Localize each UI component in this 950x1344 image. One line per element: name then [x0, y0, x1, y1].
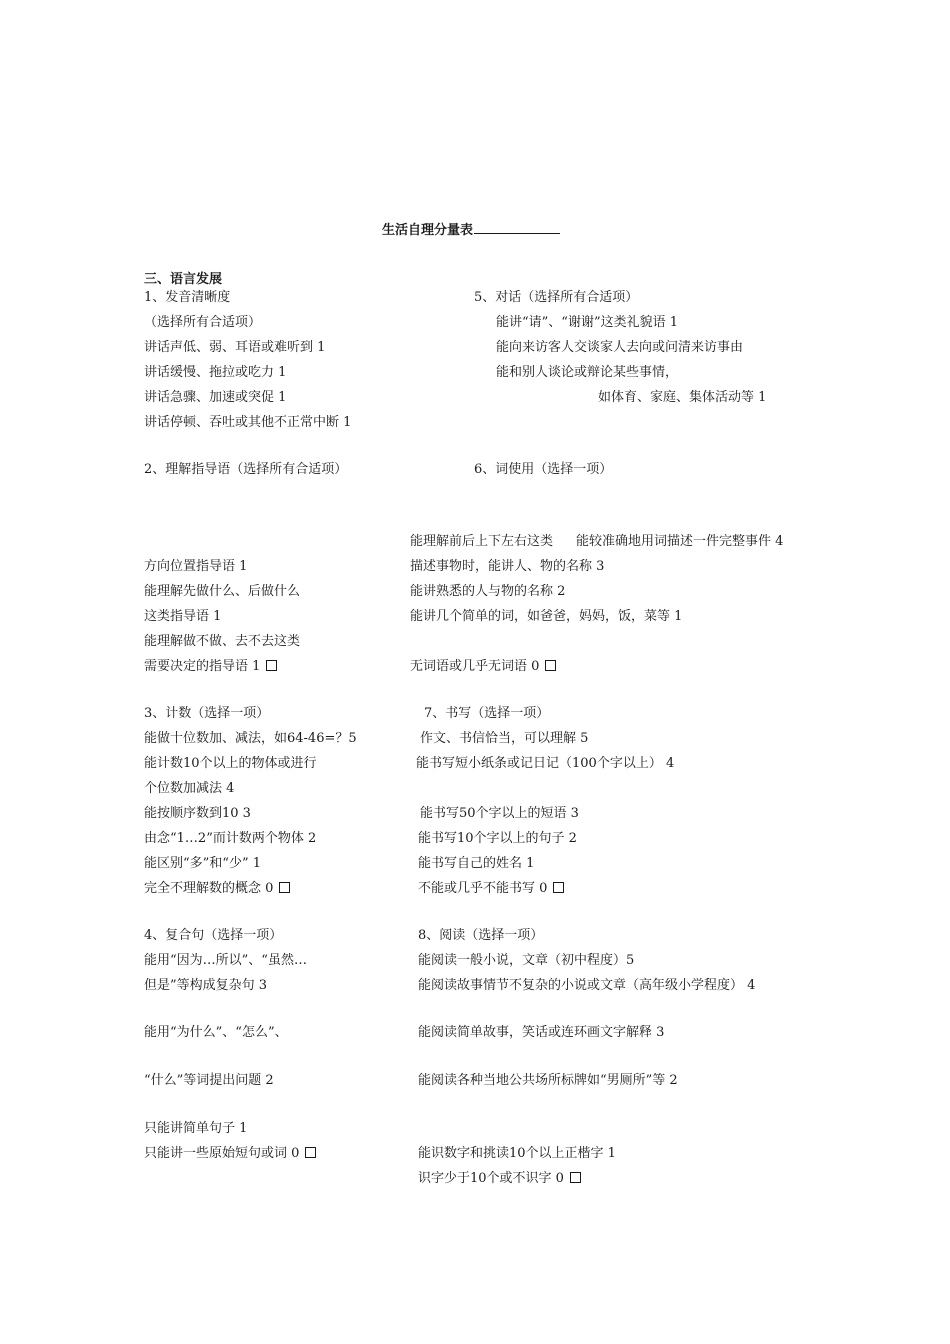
form-line-text: 能和别人谈论或辩论某些事情，	[496, 365, 679, 380]
form-line-s2-h	[144, 462, 347, 478]
section-heading: 三、语言发展	[144, 272, 223, 287]
form-line-s2-b2	[144, 609, 221, 625]
checkbox[interactable]	[266, 660, 277, 671]
form-line-text: 能用“为什么”、“怎么”、	[144, 1025, 288, 1040]
form-line-s6-b	[410, 559, 604, 575]
form-line-s3-b1	[144, 756, 317, 772]
form-line-s6-e	[410, 659, 556, 675]
form-line-text: 能讲几个简单的词，如爸爸，妈妈，饭，菜等 1	[410, 609, 683, 624]
form-line-text: 能较准确地用词描述一件完整事件 4	[576, 534, 784, 549]
form-line-text: “什么”等词提出问题 2	[144, 1073, 274, 1088]
checkbox[interactable]	[279, 882, 290, 893]
form-line-s1-c	[144, 390, 286, 406]
form-line-s4-a2	[144, 978, 267, 994]
form-line-text: 能按顺序数到10 3	[144, 806, 251, 821]
form-line-s6-a	[576, 534, 783, 550]
form-line-s2-c1	[144, 634, 300, 650]
form-line-s1-note	[144, 315, 261, 331]
form-line-text: 讲话停顿、吞吐或其他不正常中断 1	[144, 415, 352, 430]
form-line-s6-h	[474, 462, 612, 478]
form-line-text: 6、词使用（选择一项）	[474, 462, 613, 477]
form-line-text: 能区别“多”和“少” 1	[144, 856, 261, 871]
form-line-s4-c	[144, 1121, 247, 1137]
form-line-text: 需要决定的指导语 1	[144, 659, 261, 674]
form-line-s3-c	[144, 806, 251, 822]
form-line-s1-a	[144, 340, 325, 356]
form-line-text: 7、书写（选择一项）	[424, 706, 550, 721]
form-line-text: 讲话缓慢、拖拉或吃力 1	[144, 365, 287, 380]
form-line-text: （选择所有合适项）	[144, 315, 262, 330]
form-line-text: 个位数加减法 4	[144, 781, 235, 796]
form-line-text: 能理解做不做、去不去这类	[144, 634, 301, 649]
form-line-s6-c	[410, 584, 565, 600]
form-line-text: 这类指导语 1	[144, 609, 222, 624]
form-line-s1-h	[144, 290, 230, 306]
form-line-text: 能讲熟悉的人与物的名称 2	[410, 584, 566, 599]
form-line-text: 由念“1…2”而计数两个物体 2	[144, 831, 317, 846]
form-line-text: 能讲“请”、“谢谢”这类礼貌语 1	[496, 315, 678, 330]
form-line-text: 3、计数（选择一项）	[144, 706, 270, 721]
form-line-s7-b	[416, 756, 674, 772]
form-line-s5-c	[496, 365, 678, 381]
form-line-s6-d	[410, 609, 682, 625]
form-line-s4-d	[144, 1146, 316, 1162]
form-line-text: 无词语或几乎无词语 0	[410, 659, 540, 674]
form-line-text: 识字少于10个或不识字 0	[418, 1171, 564, 1186]
form-line-s5-c2	[598, 390, 766, 406]
form-line-text: 能阅读各种当地公共场所标牌如“男厕所”等 2	[418, 1073, 678, 1088]
form-line-text: 能理解先做什么、后做什么	[144, 584, 301, 599]
form-line-text: 能用“因为…所以”、“虽然…	[144, 953, 307, 968]
form-line-s1-b	[144, 365, 286, 381]
form-line-s2-cont	[410, 534, 553, 550]
form-line-s8-h	[418, 928, 543, 944]
form-line-s8-b	[418, 978, 755, 994]
form-line-s2-c2	[144, 659, 277, 675]
form-line-s3-a	[144, 731, 357, 747]
form-line-text: 能阅读简单故事，笑话或连环画文字解释 3	[418, 1025, 665, 1040]
form-line-text: 能理解前后上下左右这类	[410, 534, 554, 549]
form-line-text: 能计数10个以上的物体或进行	[144, 756, 317, 771]
form-line-text: 能书写10个字以上的句子 2	[418, 831, 577, 846]
checkbox[interactable]	[545, 660, 556, 671]
form-line-text: 能书写自己的姓名 1	[418, 856, 535, 871]
form-line-text: 如体育、家庭、集体活动等 1	[598, 390, 767, 405]
checkbox[interactable]	[570, 1172, 581, 1183]
form-line-s4-h	[144, 928, 282, 944]
form-line-text: 只能讲一些原始短句或词 0	[144, 1146, 300, 1161]
form-line-s8-f	[418, 1171, 581, 1187]
form-line-text: 能书写50个字以上的短语 3	[420, 806, 579, 821]
checkbox[interactable]	[305, 1147, 316, 1158]
form-line-text: 描述事物时，能讲人、物的名称 3	[410, 559, 605, 574]
form-line-text: 5、对话（选择所有合适项）	[474, 290, 639, 305]
form-line-text: 8、阅读（选择一项）	[418, 928, 544, 943]
form-line-text: 但是”等构成复杂句 3	[144, 978, 268, 993]
form-line-s8-a	[418, 953, 634, 969]
form-line-s7-f	[418, 881, 564, 897]
form-line-text: 完全不理解数的概念 0	[144, 881, 274, 896]
form-line-s7-e	[418, 856, 534, 872]
form-line-text: 能书写短小纸条或记日记（100个字以上） 4	[416, 756, 675, 771]
form-line-s8-e	[418, 1146, 616, 1162]
form-line-text: 方向位置指导语 1	[144, 559, 248, 574]
form-line-s3-b2	[144, 781, 234, 797]
form-line-text: 只能讲简单句子 1	[144, 1121, 248, 1136]
form-line-text: 能识数字和挑读10个以上正楷字 1	[418, 1146, 616, 1161]
form-line-s3-f	[144, 881, 290, 897]
form-line-s5-h	[474, 290, 638, 306]
form-line-text: 1、发音清晰度	[144, 290, 231, 305]
form-line-s3-d	[144, 831, 316, 847]
form-line-s4-a1	[144, 953, 307, 969]
form-line-s5-a	[496, 315, 678, 331]
form-line-text: 能阅读一般小说，文章（初中程度）5	[418, 953, 635, 968]
page-title-text: 生活自理分量表	[382, 223, 474, 238]
form-line-s3-h	[144, 706, 269, 722]
form-line-text: 不能或几乎不能书写 0	[418, 881, 548, 896]
form-line-s2-a	[144, 559, 247, 575]
form-line-s4-b2	[144, 1073, 274, 1089]
form-line-s2-b1	[144, 584, 300, 600]
form-line-text: 能向来访客人交谈家人去向或问清来访事由	[496, 340, 744, 355]
form-line-text: 讲话声低、弱、耳语或难听到 1	[144, 340, 326, 355]
form-line-s7-d	[418, 831, 577, 847]
form-line-s7-a	[420, 731, 588, 747]
form-line-s7-h	[424, 706, 549, 722]
form-line-s5-b	[496, 340, 743, 356]
form-line-s8-d	[418, 1073, 678, 1089]
form-line-text: 能阅读故事情节不复杂的小说或文章（高年级小学程度） 4	[418, 978, 756, 993]
form-line-s7-c	[420, 806, 579, 822]
form-line-text: 讲话急骤、加速或突促 1	[144, 390, 287, 405]
form-line-text: 4、复合句（选择一项）	[144, 928, 283, 943]
form-line-s4-b1	[144, 1025, 288, 1041]
form-line-s3-e	[144, 856, 261, 872]
form-line-s8-c	[418, 1025, 664, 1041]
checkbox[interactable]	[553, 882, 564, 893]
form-line-s1-d	[144, 415, 351, 431]
page-title	[382, 222, 560, 239]
form-line-text: 作文、书信恰当，可以理解 5	[420, 731, 589, 746]
title-underline	[474, 222, 560, 234]
form-line-text: 能做十位数加、减法，如64-46=？5	[144, 731, 357, 746]
form-line-text: 2、理解指导语（选择所有合适项）	[144, 462, 348, 477]
